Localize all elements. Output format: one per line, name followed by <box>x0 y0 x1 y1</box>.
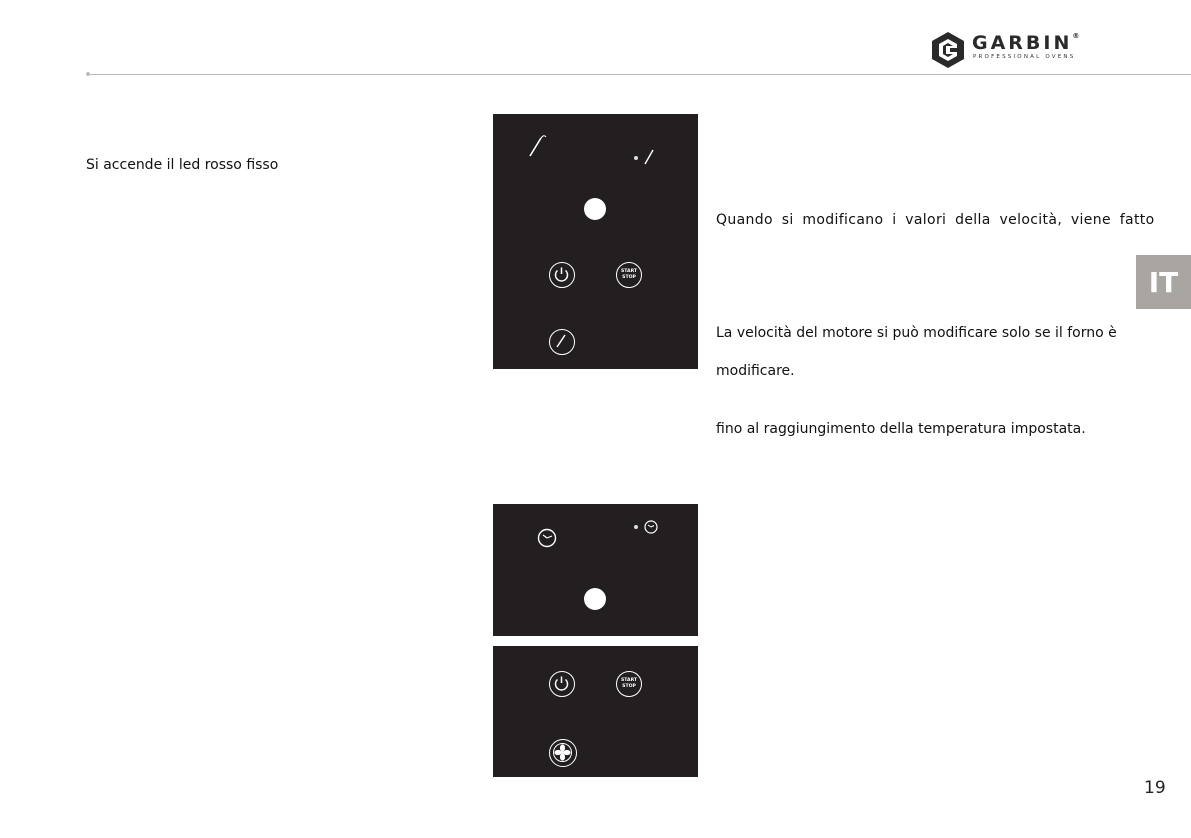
led-text: Si accende il led rosso fisso <box>86 157 279 173</box>
start-label: START <box>620 269 638 274</box>
control-panel-probe <box>493 114 698 369</box>
control-panel-timer <box>493 504 698 636</box>
probe-icon-small <box>643 148 655 166</box>
power-icon <box>550 672 573 695</box>
language-tab: IT <box>1136 255 1191 309</box>
brand-name: GARBIN® <box>972 32 1080 54</box>
stop-label: STOP <box>622 683 636 689</box>
page-number: 19 <box>1144 778 1166 798</box>
fan-button[interactable] <box>549 739 577 767</box>
probe-icon <box>527 134 547 158</box>
probe-button[interactable] <box>549 329 575 355</box>
power-button[interactable] <box>549 671 575 697</box>
start-label: START <box>620 678 638 683</box>
speed-text-1: Quando si modificano i valori della velocità, viene fatto <box>716 212 1155 228</box>
speed-text-4: fino al raggiungimento della temperatura impostata. <box>716 421 1086 437</box>
brand-tagline: PROFESSIONAL OVENS <box>973 54 1076 60</box>
probe-icon <box>550 330 573 353</box>
power-button[interactable] <box>549 262 575 288</box>
fan-icon <box>550 740 575 765</box>
timer-icon <box>536 527 558 549</box>
selector-knob[interactable] <box>584 198 606 220</box>
power-icon <box>550 263 573 286</box>
timer-icon-small <box>643 519 659 535</box>
selector-knob[interactable] <box>584 588 606 610</box>
header-rule <box>86 74 1191 75</box>
speed-text-2: La velocità del motore si può modificare solo se il forno è <box>716 325 1117 341</box>
garbin-logo <box>928 30 1108 70</box>
control-panel-fan <box>493 646 698 777</box>
start-stop-button[interactable] <box>616 262 642 288</box>
led-indicator <box>634 525 638 529</box>
speed-text-3: modificare. <box>716 363 795 379</box>
stop-label: STOP <box>622 274 636 280</box>
garbin-logo-icon <box>928 30 968 70</box>
led-indicator <box>634 156 638 160</box>
start-stop-button[interactable] <box>616 671 642 697</box>
